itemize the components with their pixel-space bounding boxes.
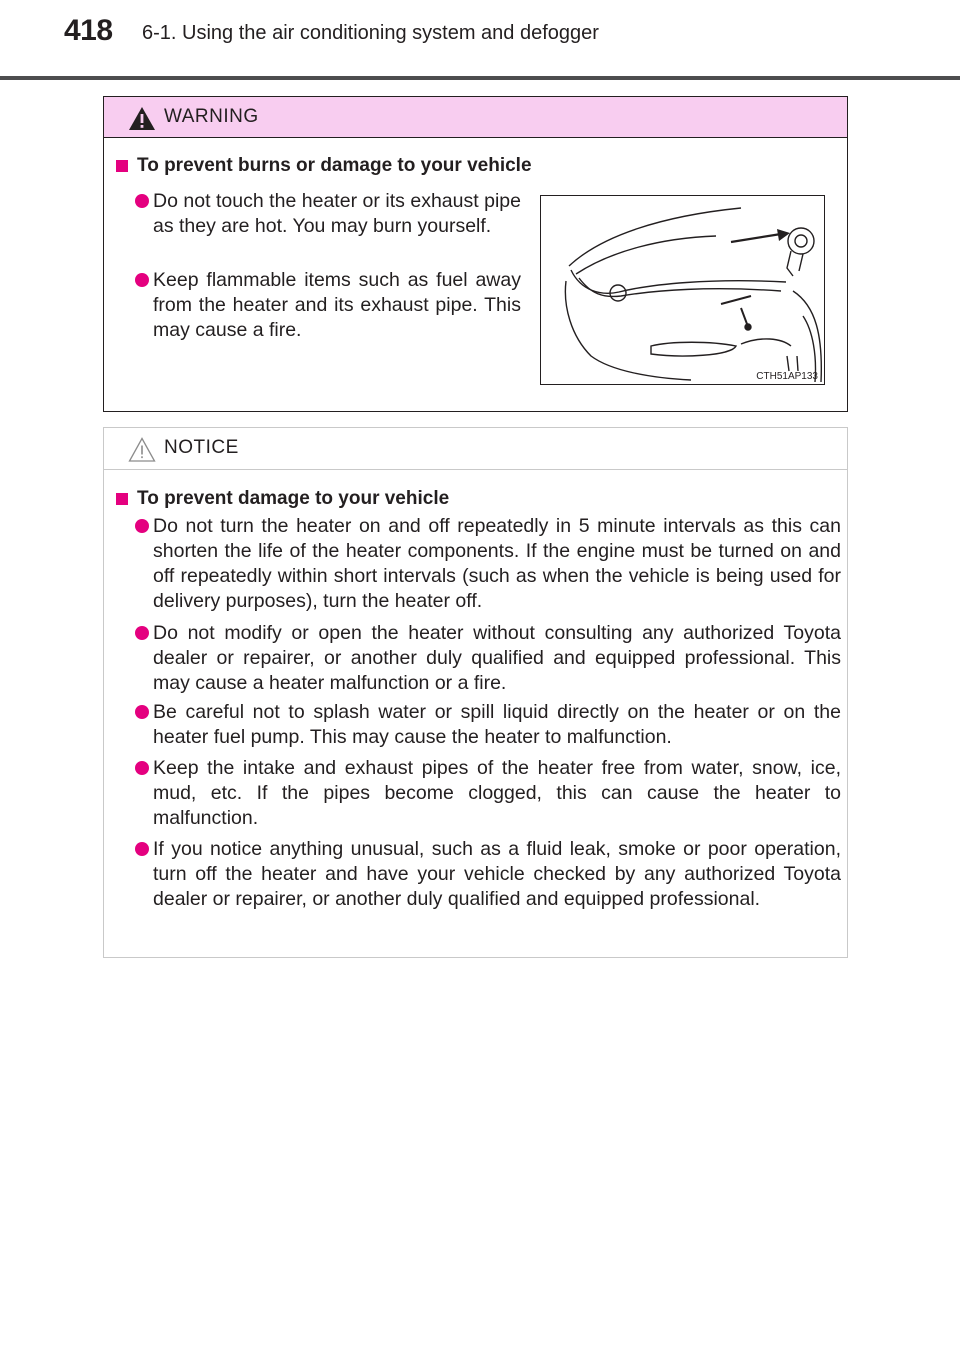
notice-bullet [135,514,841,614]
warning-triangle-icon [128,106,156,131]
header-rule [0,76,960,80]
vehicle-front-illustration [540,195,825,385]
bullet-dot-icon [135,761,149,775]
square-bullet-icon [116,493,128,505]
warning-subheading-text: To prevent burns or damage to your vehicle [137,155,532,176]
notice-subheading [116,488,449,510]
warning-bullet-text: Do not touch the heater or its exhaust pipe as they are hot. You may burn yourself. [153,190,521,237]
warning-bullet-text: Keep flammable items such as fuel away from the heater and its exhaust pipe. This may cause a fire. [153,269,521,341]
notice-bullet [135,621,841,696]
notice-bullet [135,837,841,912]
notice-bullet [135,756,841,831]
caution-triangle-icon [128,437,156,462]
notice-subheading-text: To prevent damage to your vehicle [137,488,450,509]
warning-bullet [135,189,521,239]
page-header [0,0,960,80]
notice-bullet-text: Be careful not to splash water or spill liquid directly on the heater or on the heater fuel pump. This may cause the heater to malfunction. [153,701,841,748]
notice-bullet-text: If you notice anything unusual, such as a fluid leak, smoke or poor operation, turn off the heater and have your vehicle checked by any authorized Toyota dealer or repairer, or another duly qualified and equipped professional. [153,838,841,910]
section-title: 6-1. Using the air conditioning system and defogger [142,22,599,44]
figure-code: CTH51AP133 [756,371,818,382]
bullet-dot-icon [135,194,149,208]
bullet-dot-icon [135,842,149,856]
warning-box [103,96,848,412]
bullet-dot-icon [135,519,149,533]
notice-bullet-text: Do not modify or open the heater without consulting any authorized Toyota dealer or repairer, or another duly qualified and equipped professional. This may cause a heater malfunction or a fire. [153,622,841,694]
notice-header [104,428,847,470]
notice-bullet-text: Keep the intake and exhaust pipes of the heater free from water, snow, ice, mud, etc. If the pipes become clogged, this can cause the heater to malfunction. [153,757,841,829]
notice-bullet-text: Do not turn the heater on and off repeatedly in 5 minute intervals as this can shorten the life of the heater components. If the engine must be turned on and off repeatedly within short intervals (such as when the vehicle is being used for delivery purposes), turn the heater off. [153,515,841,612]
bullet-dot-icon [135,705,149,719]
warning-subheading [116,155,532,177]
notice-box [103,427,848,958]
car-front-drawing [541,196,823,383]
notice-label: NOTICE [164,437,239,458]
warning-label: WARNING [164,106,259,127]
square-bullet-icon [116,160,128,172]
notice-bullet [135,700,841,750]
page-number: 418 [64,14,113,47]
warning-bullet [135,268,521,343]
warning-header [104,97,847,138]
bullet-dot-icon [135,626,149,640]
bullet-dot-icon [135,273,149,287]
